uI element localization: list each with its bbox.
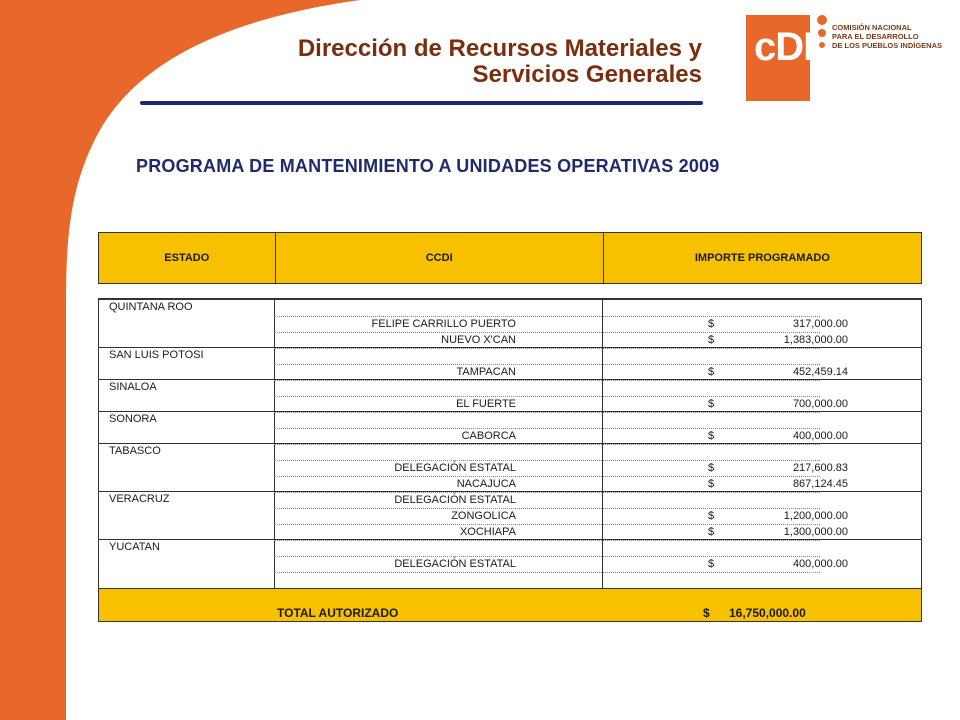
header-divider [140,101,703,105]
total-currency-sign: $ [703,606,710,620]
ccdi-cell: DELEGACIÓN ESTATAL [394,494,516,506]
estado-cell: SAN LUIS POTOSI [109,349,204,361]
importe-value: 400,000.00 [792,430,848,442]
table-row [274,300,820,317]
table-body [98,298,922,588]
currency-sign: $ [708,510,715,522]
table-row [274,348,820,365]
estado-cell: QUINTANA ROO [109,301,193,313]
ccdi-cell: XOCHIAPA [459,526,516,538]
importe-value: 400,000.00 [792,558,848,570]
currency-sign: $ [708,478,715,490]
importe-value: 1,200,000.00 [783,510,848,522]
table-header [98,232,922,284]
ccdi-cell: NACAJUCA [456,478,516,490]
ccdi-cell: NUEVO X'CAN [441,334,516,346]
table-row [274,540,820,557]
header-title-line1: Dirección de Recursos Materiales y [297,35,702,62]
table-group [99,443,921,492]
logo-org-line2: PARA EL DESARROLLO [832,32,919,41]
importe-value: 700,000.00 [792,398,848,410]
program-title: PROGRAMA DE MANTENIMIENTO A UNIDADES OPERATIVAS 2009 [136,156,720,176]
importe-value: 1,300,000.00 [783,526,848,538]
ccdi-cell: CABORCA [461,430,516,442]
total-label: TOTAL AUTORIZADO [277,606,399,620]
currency-sign: $ [708,366,715,378]
header-title-line2: Servicios Generales [472,61,702,88]
column-header-estado: ESTADO [99,233,276,283]
table-row [274,316,848,333]
importe-value: 452,459.14 [792,366,848,378]
table-group [99,411,921,444]
table-row [274,556,848,573]
logo-org-line1: COMISIÓN NACIONAL [832,23,912,32]
ccdi-cell: DELEGACIÓN ESTATAL [394,558,516,570]
estado-cell: SONORA [109,413,157,425]
table-row [274,380,820,397]
table-group [99,347,921,380]
currency-sign: $ [708,334,715,346]
currency-sign: $ [708,318,715,330]
estado-cell: TABASCO [109,445,161,457]
ccdi-cell: DELEGACIÓN ESTATAL [394,462,516,474]
estado-cell: SINALOA [109,381,157,393]
importe-value: 1,383,000.00 [783,334,848,346]
logo-org-line3: DE LOS PUEBLOS INDÍGENAS [832,41,943,50]
table-row [274,508,848,525]
column-header-ccdi: CCDI [276,233,604,283]
estado-cell: VERACRUZ [109,493,170,505]
logo-mark: cDI [754,25,814,69]
ccdi-cell: FELIPE CARRILLO PUERTO [371,318,516,330]
logo-dots-icon [813,13,831,53]
estado-cell: YUCATAN [109,541,160,553]
table-row [274,492,820,509]
table-group [99,379,921,412]
table-row [274,444,820,461]
importe-value: 317,000.00 [792,318,848,330]
importe-value: 217,600.83 [792,462,848,474]
table-row [274,412,820,429]
currency-sign: $ [708,462,715,474]
ccdi-cell: TAMPACAN [456,366,516,378]
currency-sign: $ [708,398,715,410]
logo-org-name [832,23,942,50]
column-header-importe: IMPORTE PROGRAMADO [694,252,830,264]
currency-sign: $ [708,430,715,442]
table-group [99,539,921,590]
page-header-title [298,36,702,88]
ccdi-cell: EL FUERTE [456,398,516,410]
importe-value: 867,124.45 [792,478,848,490]
currency-sign: $ [708,558,715,570]
table-group [99,299,921,348]
currency-sign: $ [708,526,715,538]
table-group [99,491,921,540]
ccdi-cell: ZONGOLICA [451,510,516,522]
table-total-row [98,588,922,622]
table-row [274,460,848,477]
cdi-logo [746,15,942,101]
total-value: 16,750,000.00 [729,606,806,620]
